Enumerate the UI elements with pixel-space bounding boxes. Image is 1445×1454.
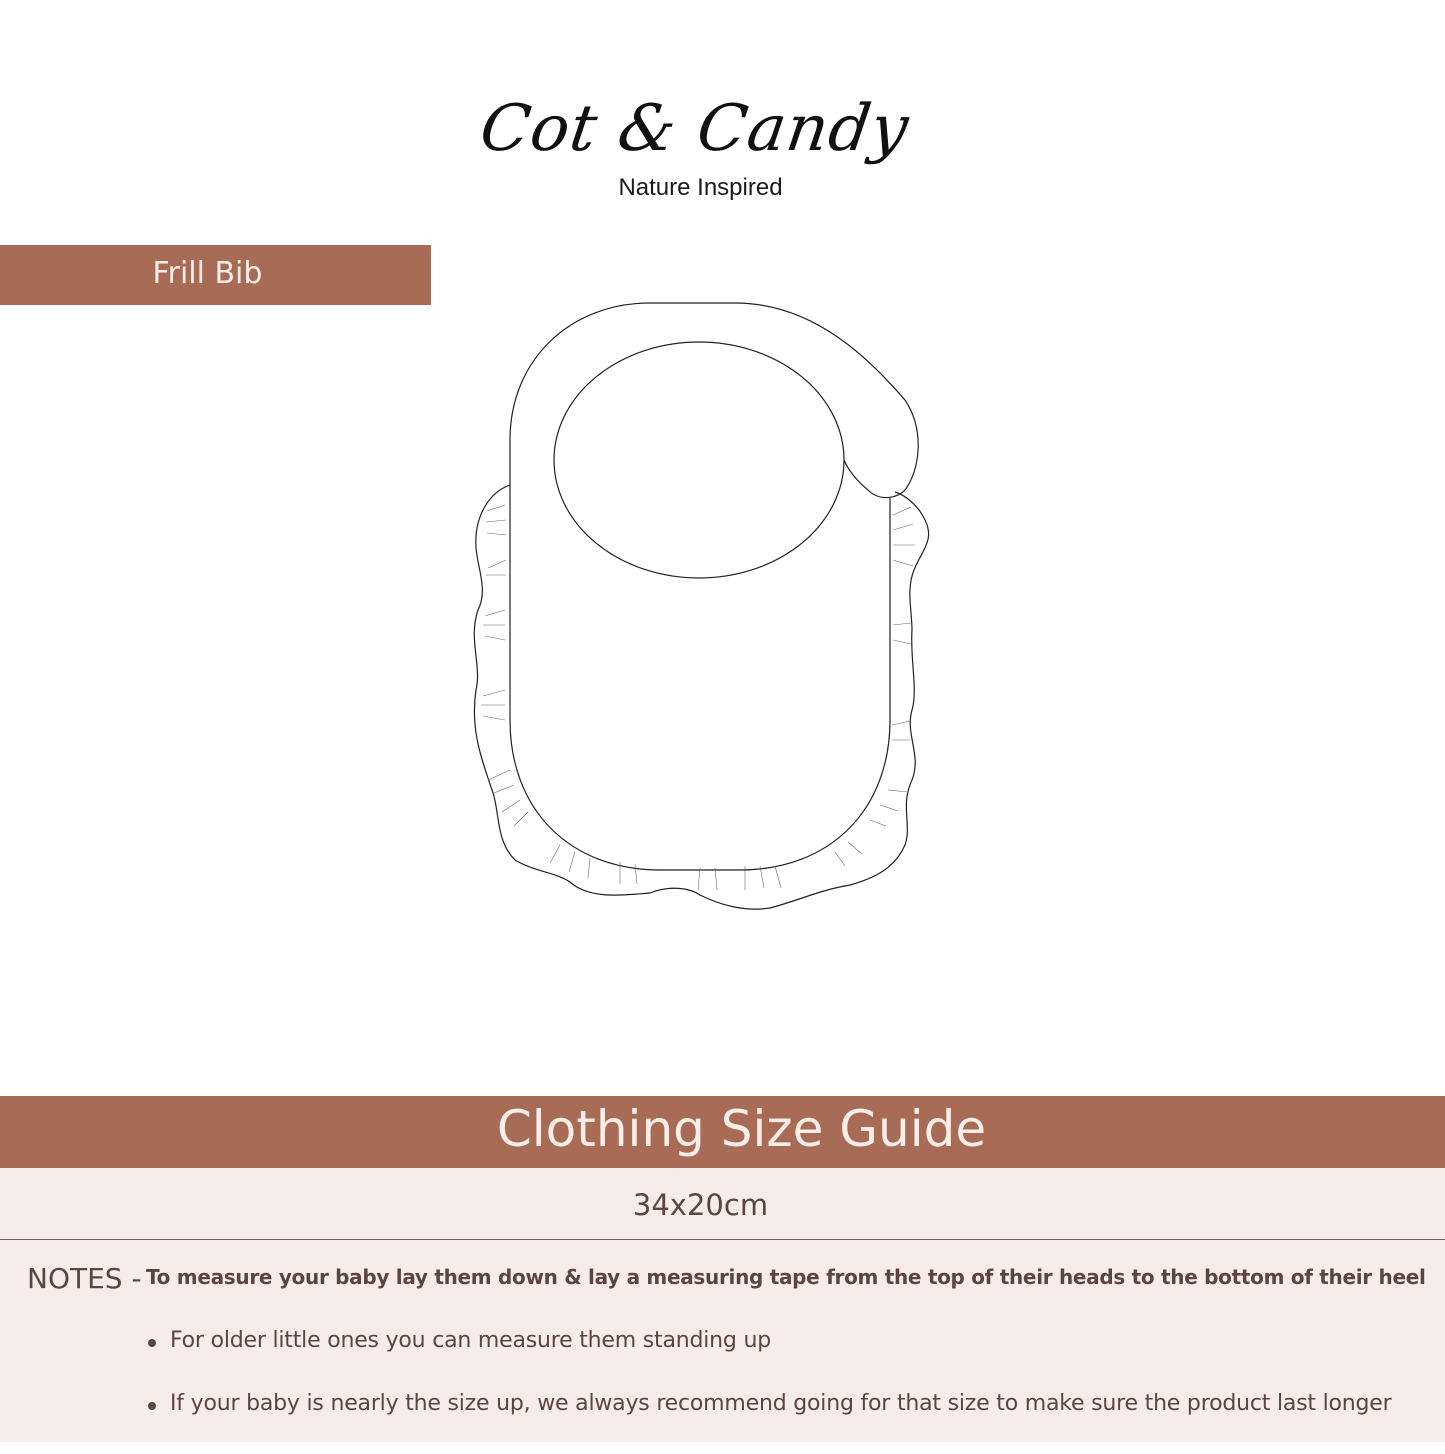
size-guide-title: Clothing Size Guide bbox=[496, 1100, 987, 1158]
list-item bbox=[148, 1328, 1391, 1391]
notes-section bbox=[0, 1240, 1445, 1442]
bullet-icon bbox=[148, 1402, 156, 1410]
notes-bullet-list bbox=[148, 1328, 1391, 1454]
bib-body bbox=[510, 303, 918, 870]
frill-outline bbox=[474, 485, 928, 909]
bullet-text: For older little ones you can measure them standing up bbox=[170, 1328, 771, 1353]
bib-illustration bbox=[455, 295, 945, 925]
brand-tagline: Nature Inspired bbox=[618, 174, 783, 201]
neck-hole bbox=[554, 342, 844, 578]
bullet-icon bbox=[148, 1339, 156, 1347]
product-name-banner bbox=[0, 245, 431, 305]
size-guide-banner bbox=[0, 1096, 1445, 1168]
product-name: Frill Bib bbox=[152, 256, 263, 291]
brand-name: Cot & Candy bbox=[476, 92, 914, 166]
size-value: 34x20cm bbox=[632, 1188, 769, 1222]
bullet-text: If your baby is nearly the size up, we always recommend going for that size to make sure the product last longer bbox=[170, 1391, 1392, 1416]
list-item bbox=[148, 1391, 1391, 1454]
notes-label: NOTES - bbox=[27, 1262, 142, 1295]
size-row bbox=[0, 1168, 1445, 1240]
notes-main-text: To measure your baby lay them down & lay a measuring tape from the top of their heads to the bottom of their heel bbox=[146, 1265, 1426, 1289]
